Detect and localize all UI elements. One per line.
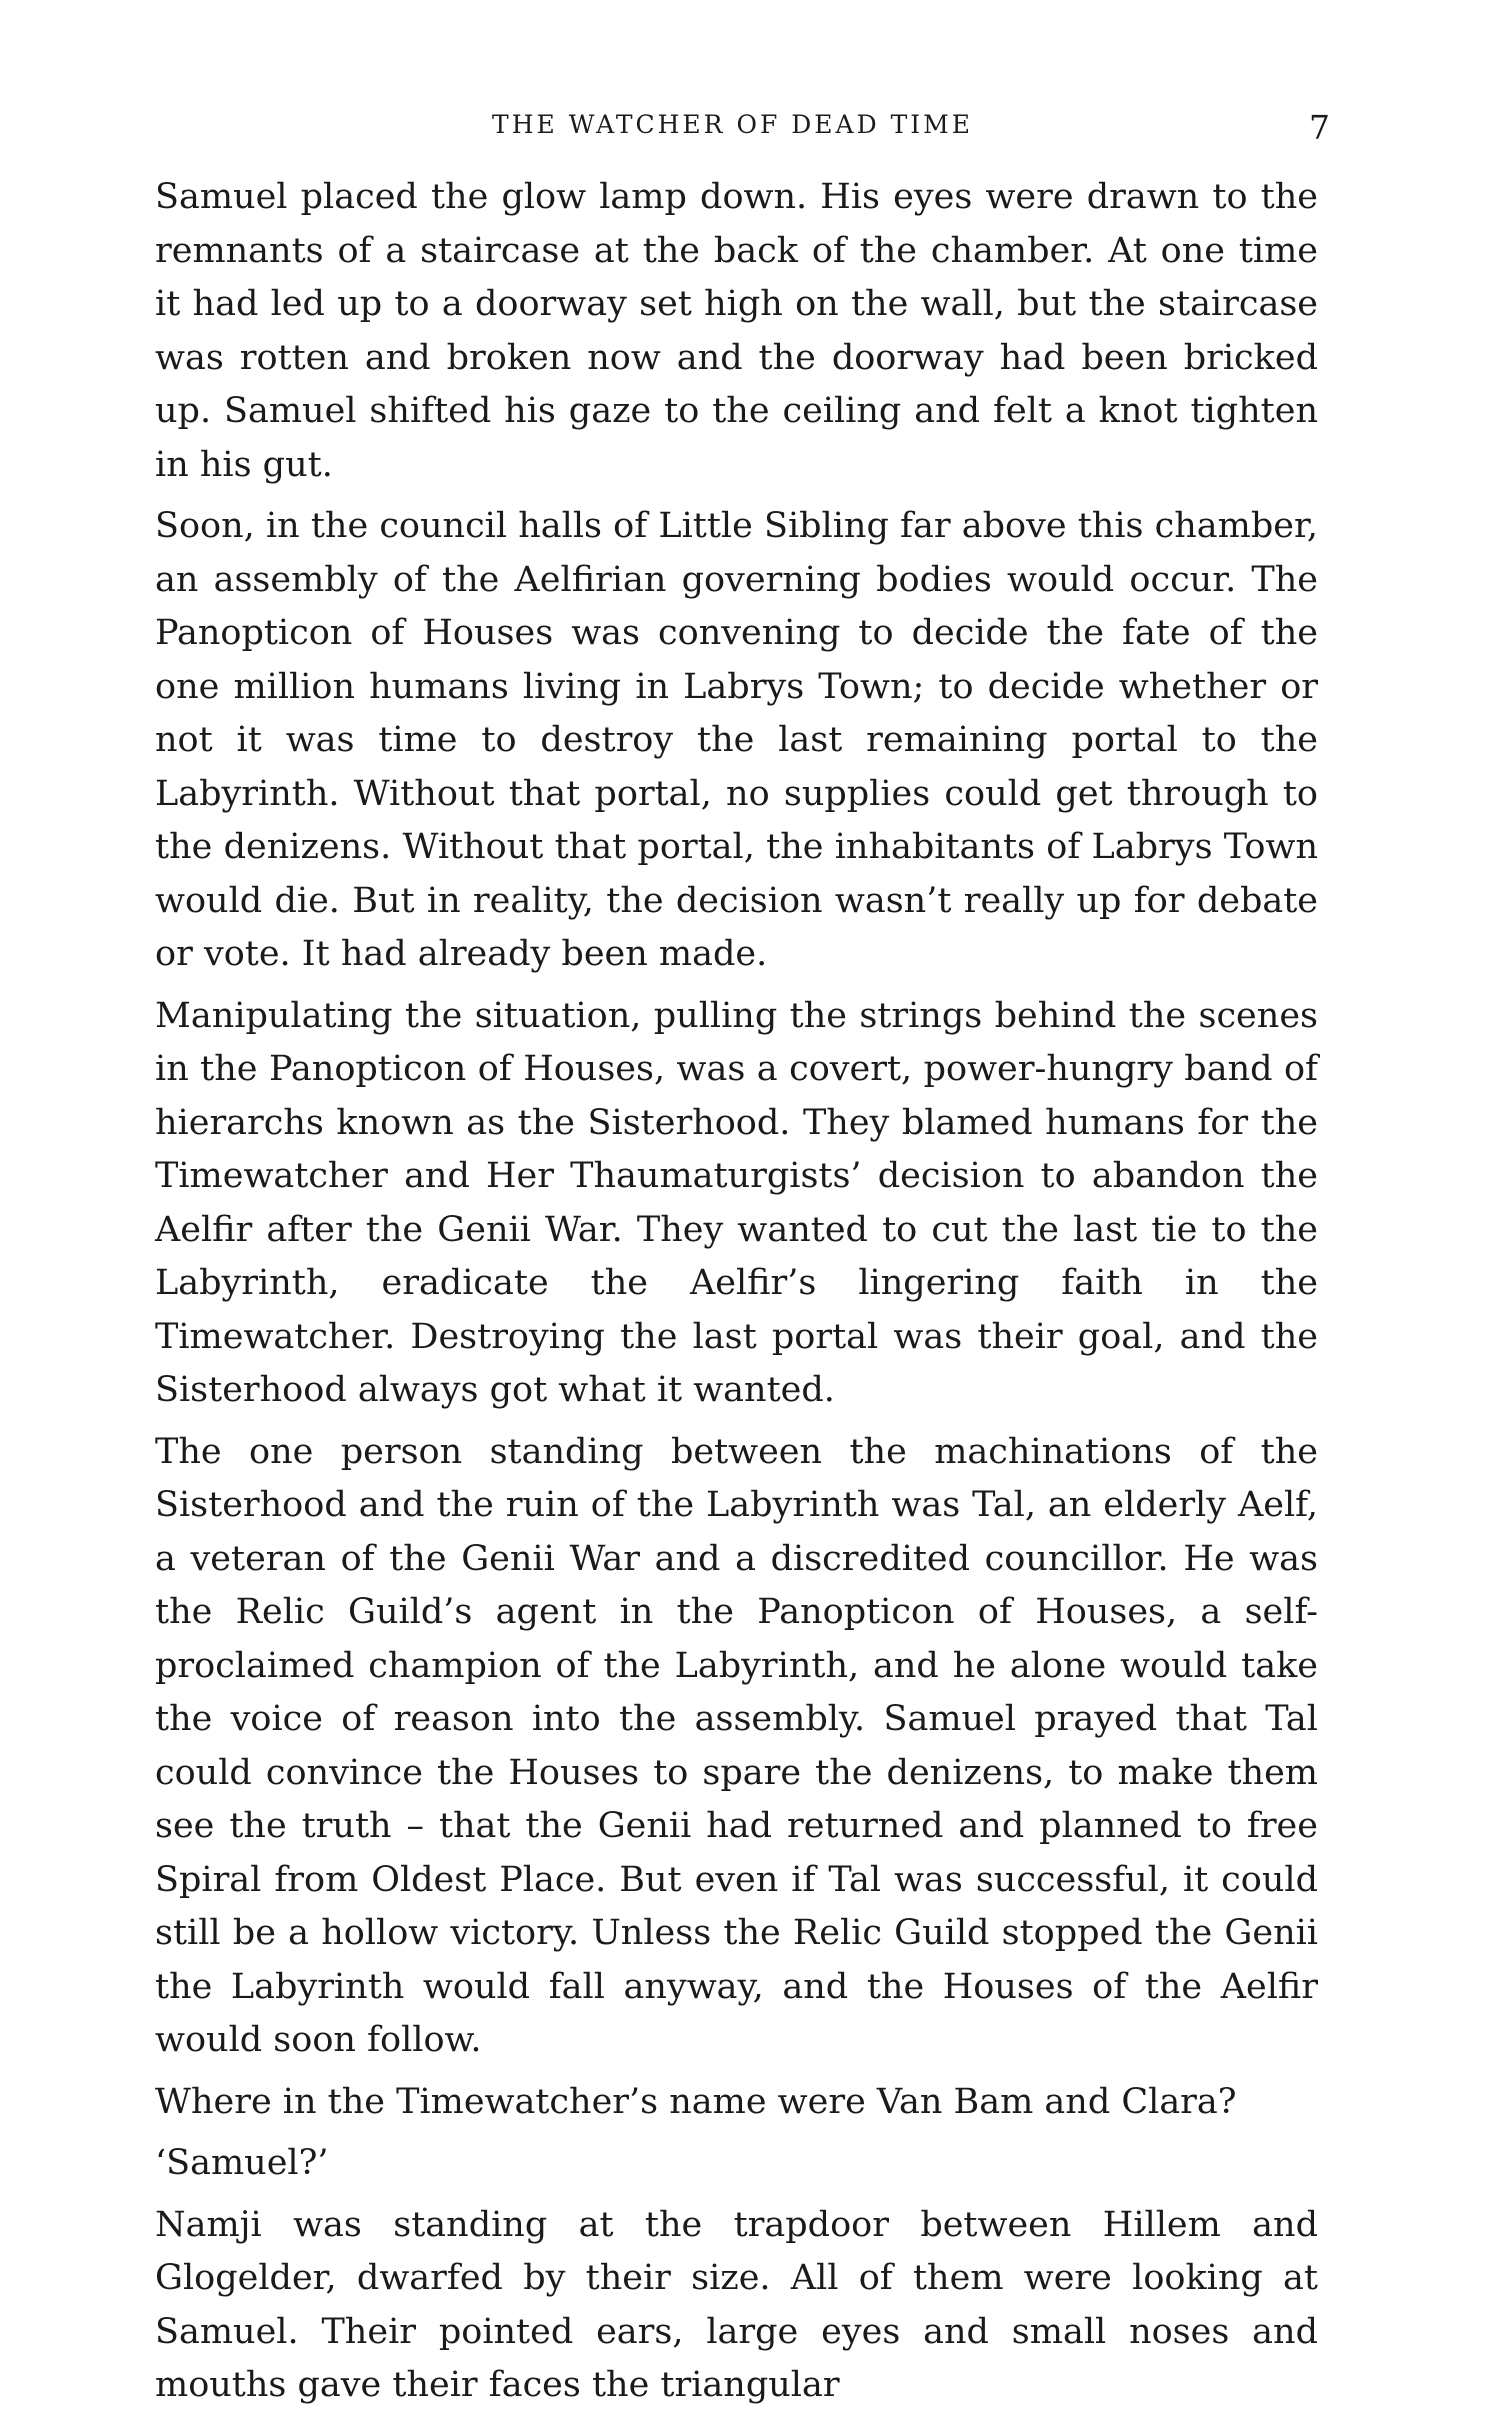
paragraph-5: Where in the Timewatcher’s name were Van Bam and Clara?	[155, 2081, 1237, 2122]
paragraph-6: ‘Samuel?’	[155, 2143, 329, 2183]
paragraph-7: Namji was standing at the trapdoor between Hillem and Glogelder, dwarfed by their size. All of them were looking at Samuel. Their pointed ears, large eyes and small noses and mouths gave their faces the triangular	[155, 2204, 1318, 2405]
paragraph-2: Soon, in the council halls of Little Sibling far above this chamber, an assembly of the Aelfirian governing bodies would occur. The Panopticon of Houses was convening to decide the fate of the one million humans living in Labrys Town; to decide whether or not it was time to destroy the last remaining portal to the Labyrinth. Without that portal, no supplies could get through to the denizens. Without that portal, the inhabitants of Labrys Town would die. But in reality, the decision wasn’t really up for debate or vote. It had already been made.	[155, 506, 1318, 974]
page-number: 7	[1309, 108, 1330, 147]
paragraph-3: Manipulating the situation, pulling the strings behind the scenes in the Panopticon of Houses, was a covert, power-hungry band of hierarchs known as the Sisterhood. They blamed humans for the Timewatcher and Her Thaumaturgists’ decision to abandon the Aelfir after the Genii War. They wanted to cut the last tie to the Labyrinth, eradicate the Aelfir’s lingering faith in the Timewatcher. Destroying the last portal was their goal, and the Sisterhood always got what it wanted.	[155, 995, 1318, 1410]
body-text	[155, 171, 1318, 2413]
paragraph-1: Samuel placed the glow lamp down. His eyes were drawn to the remnants of a staircase at the back of the chamber. At one time it had led up to a doorway set high on the wall, but the staircase was rotten and broken now and the doorway had been bricked up. Samuel shifted his gaze to the ceiling and felt a knot tighten in his gut.	[155, 177, 1318, 485]
running-title: THE WATCHER OF DEAD TIME	[492, 110, 973, 139]
running-head	[155, 108, 1330, 150]
paragraph-4: The one person standing between the machinations of the Sisterhood and the ruin of the Labyrinth was Tal, an elderly Aelf, a veteran of the Genii War and a discredited councillor. He was the Relic Guild’s agent in the Panopticon of Houses, a self-proclaimed champion of the Labyrinth, and he alone would take the voice of reason into the assembly. Samuel prayed that Tal could convince the Houses to spare the denizens, to make them see the truth – that the Genii had returned and planned to free Spiral from Oldest Place. But even if Tal was successful, it could still be a hollow victory. Unless the Relic Guild stopped the Genii the Labyrinth would fall anyway, and the Houses of the Aelfir would soon follow.	[155, 1431, 1318, 2060]
